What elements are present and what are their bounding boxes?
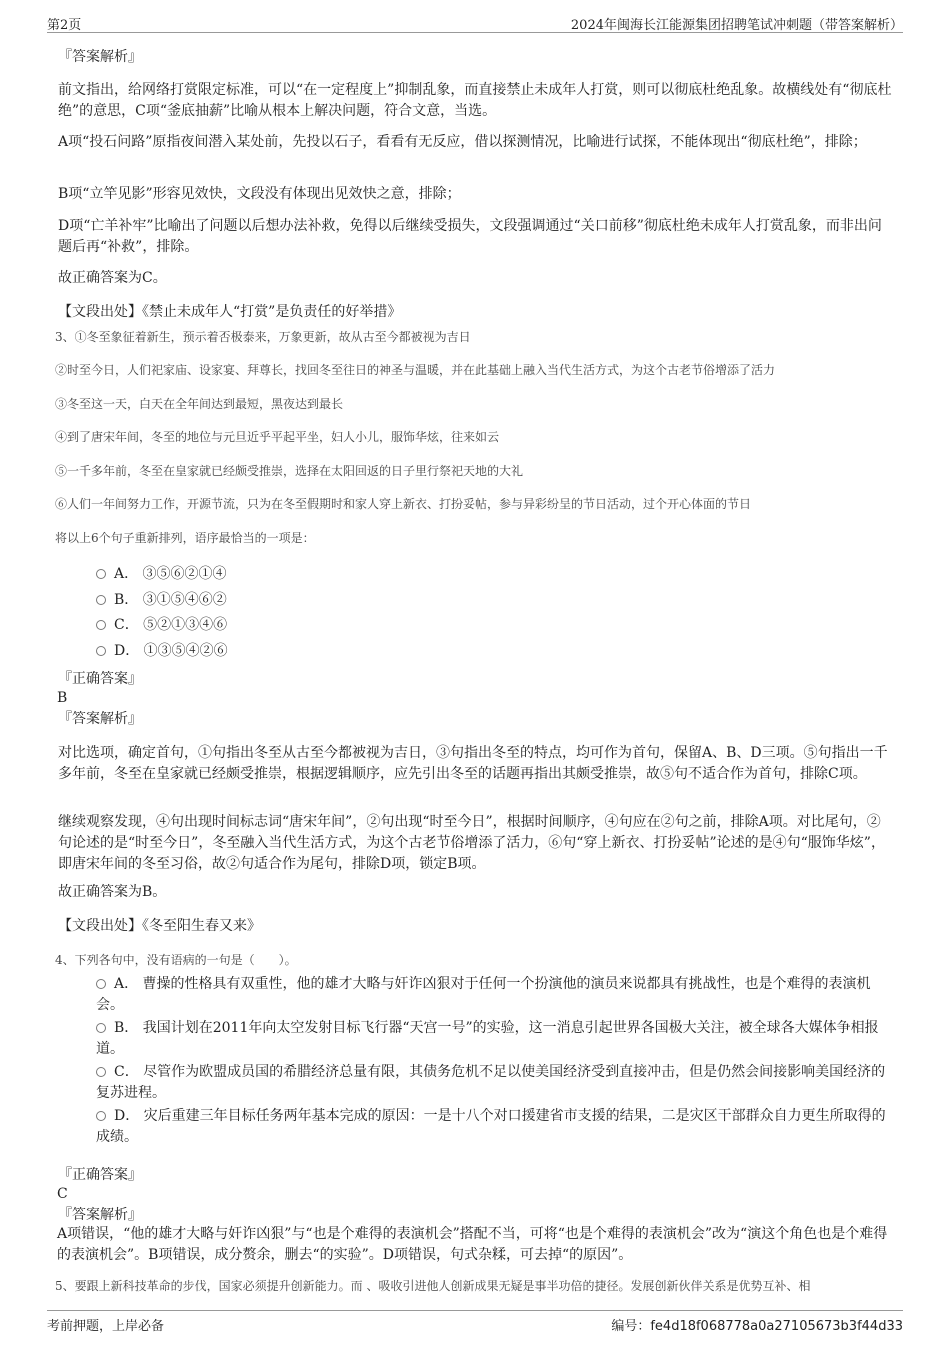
q3-conclusion: 故正确答案为B。 [58, 884, 167, 900]
q5-question: 5、要跟上新科技革命的步伐，国家必须提升创新能力。而 、吸收引进他人创新成果无疑是事半功倍的捷径。发展创新伙伴关系是优势互补、相 [55, 1279, 811, 1293]
q2-analysis-label: 『答案解析』 [58, 49, 142, 65]
page-header [47, 12, 903, 33]
q3-sentence-4: ④到了唐宋年间，冬至的地位与元旦近乎平起平坐，妇人小儿，服饰华炫，往来如云 [55, 430, 500, 444]
radio-icon[interactable] [96, 646, 106, 656]
q2-analysis-para4: D项“亡羊补牢”比喻出了问题以后想办法补救，免得以后继续受损失，文段强调通过“关口前移”彻底杜绝未成年人打赏乱象，而非出问题后再“补救”，排除。 [58, 218, 882, 255]
q2-conclusion: 故正确答案为C。 [58, 270, 167, 286]
q3-analysis-label: 『答案解析』 [58, 711, 142, 727]
footer-slogan: 考前押题，上岸必备 [47, 1319, 165, 1334]
q2-analysis-para2: A项“投石问路”原指夜间潜入某处前，先投以石子，看看有无反应，借以探测情况，比喻进行试探，不能体现出“彻底杜绝”，排除； [58, 134, 867, 150]
q4-answer-label: 『正确答案』 [58, 1167, 142, 1183]
q3-analysis-para1: 对比选项，确定首句，①句指出冬至从古至今都被视为吉日，③句指出冬至的特点，均可作为首句，保留A、B、D三项。⑤句指出一千多年前，冬至在皇家就已经颇受推崇，根据逻辑顺序，应先引出冬至的话题再指出其颇受推崇，故⑤句不适合作为首句，排除C项。 [58, 745, 888, 782]
q3-source: 【文段出处】《冬至阳生春又来》 [58, 918, 261, 934]
q4-option-a[interactable]: A． 曹操的性格具有双重性，他的雄才大略与奸诈凶狠对于任何一个扮演他的演员来说都具有挑战性，也是个难得的表演机会。 [96, 976, 871, 1013]
q3-answer: B [57, 690, 68, 706]
q3-analysis-para2: 继续观察发现，④句出现时间标志词“唐宋年间”，②句出现“时至今日”，根据时间顺序，④句应在②句之前，排除A项。对比尾句，②句论述的是“时至今日”，冬至融入当代生活方式，为这个古老节俗增添了活力，⑥句“穿上新衣、打扮妥帖”论述的是④句“服饰华炫”，即唐宋年间的冬至习俗，故②句适合作为尾句，排除D项，锁定B项。 [58, 814, 885, 872]
q3-option-b[interactable]: B． ③①⑤④⑥② [96, 590, 227, 611]
radio-icon[interactable] [96, 1111, 106, 1121]
q3-sentence-2: ②时至今日，人们祀家庙、设家宴、拜尊长，找回冬至往日的神圣与温暖，并在此基础上融入当代生活方式，为这个古老节俗增添了活力 [55, 363, 776, 377]
page-footer [47, 1310, 903, 1335]
radio-icon[interactable] [96, 1067, 106, 1077]
q3-prompt: 将以上6个句子重新排列，语序最恰当的一项是： [55, 531, 315, 545]
q4-option-b[interactable]: B． 我国计划在2011年向太空发射目标飞行器“天宫一号”的实验，这一消息引起世界各国极大关注，被全球各大媒体争相报道。 [96, 1020, 879, 1057]
document-code: 编号：fe4d18f068778a0a27105673b3f44d33 [611, 1319, 903, 1334]
q4-analysis-label: 『答案解析』 [58, 1207, 142, 1223]
page-number: 第2页 [47, 18, 82, 33]
radio-icon[interactable] [96, 979, 106, 989]
q3-sentence-5: ⑤一千多年前，冬至在皇家就已经颇受推崇，选择在太阳回返的日子里行祭祀天地的大礼 [55, 464, 524, 478]
radio-icon[interactable] [96, 569, 106, 579]
q4-option-c[interactable]: C． 尽管作为欧盟成员国的希腊经济总量有限，其债务危机不足以使美国经济受到直接冲击，但是仍然会间接影响美国经济的复苏进程。 [96, 1064, 886, 1101]
q2-source: 【文段出处】《禁止未成年人“打赏”是负责任的好举措》 [58, 304, 402, 320]
document-title: 2024年闽海长江能源集团招聘笔试冲刺题（带答案解析） [570, 18, 903, 33]
q2-analysis-para3: B项“立竿见影”形容见效快，文段没有体现出见效快之意，排除； [58, 186, 461, 202]
q3-option-a[interactable]: A． ③⑤⑥②①④ [96, 564, 227, 585]
radio-icon[interactable] [96, 595, 106, 605]
radio-icon[interactable] [96, 1023, 106, 1033]
q2-analysis-para1: 前文指出，给网络打赏限定标准，可以“在一定程度上”抑制乱象，而直接禁止未成年人打赏，则可以彻底杜绝乱象。故横线处有“彻底杜绝”的意思，C项“釜底抽薪”比喻从根本上解决问题，符合文意，当选。 [58, 82, 892, 119]
radio-icon[interactable] [96, 620, 106, 630]
q3-sentence-3: ③冬至这一天，白天在全年间达到最短，黑夜达到最长 [55, 397, 344, 411]
q4-analysis: A项错误，“他的雄才大略与奸诈凶狠”与“也是个难得的表演机会”搭配不当，可将“也是个难得的表演机会”改为“演这个角色也是个难得的表演机会”。B项错误，成分赘余，删去“的实验”。D项错误，句式杂糅，可去掉“的原因”。 [57, 1226, 888, 1263]
q4-question: 4、下列各句中，没有语病的一句是（ ）。 [55, 953, 297, 967]
q4-option-d[interactable]: D． 灾后重建三年目标任务两年基本完成的原因：一是十八个对口援建省市支援的结果，二是灾区干部群众自力更生所取得的成绩。 [96, 1108, 886, 1145]
q3-answer-label: 『正确答案』 [58, 671, 142, 687]
q3-option-c[interactable]: C． ⑤②①③④⑥ [96, 615, 227, 636]
q3-option-d[interactable]: D． ①③⑤④②⑥ [96, 641, 228, 662]
q3-sentence-1: 3、①冬至象征着新生，预示着否极泰来，万象更新，故从古至今都被视为吉日 [55, 330, 471, 344]
q3-sentence-6: ⑥人们一年间努力工作，开源节流，只为在冬至假期时和家人穿上新衣、打扮妥帖，参与异彩纷呈的节日活动，过个开心体面的节日 [55, 497, 752, 511]
q4-answer: C [57, 1186, 68, 1202]
